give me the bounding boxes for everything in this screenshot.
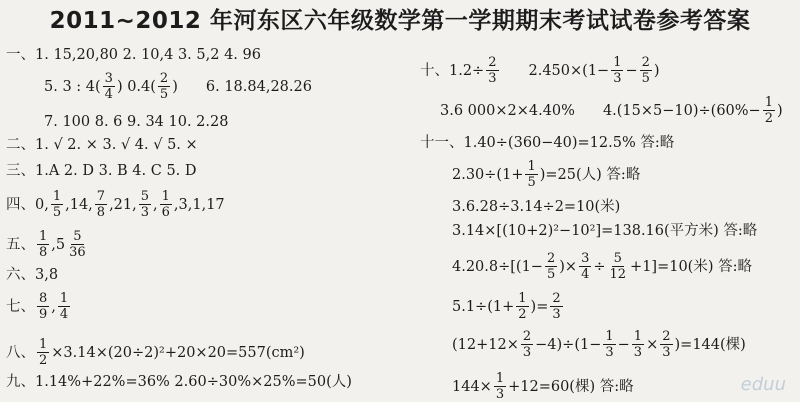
fraction-denominator: 9 (39, 307, 48, 322)
fraction (545, 252, 557, 281)
answer-text: 4.(15×5−10)÷(60%− (602, 102, 761, 119)
fraction (521, 330, 533, 359)
fraction-numerator: 1 (52, 189, 62, 204)
fraction (608, 252, 629, 281)
answer-text: ,3,1,17 (173, 196, 225, 213)
fraction-denominator: 4 (59, 307, 69, 322)
fraction-numerator: 1 (161, 189, 170, 204)
answer-text: (12+12× (452, 336, 519, 353)
answer-line-11: 九、1.14%+22%=36% 2.60÷30%×25%=50(人) (6, 374, 352, 390)
answer-text: )=144(棵) (674, 336, 746, 353)
answer-text: ,21, (109, 196, 137, 213)
fraction-numerator: 2 (522, 329, 532, 344)
fraction (550, 292, 562, 321)
fraction-numerator: 2 (641, 55, 650, 70)
fraction (763, 96, 775, 125)
answer-text: 十、1.2÷ (420, 62, 485, 79)
fraction-numerator: 1 (613, 55, 622, 70)
answer-line-2 (44, 72, 312, 101)
fraction-denominator: 2 (764, 111, 773, 126)
answer-text: +12=60(棵) 答:略 (508, 378, 634, 395)
fraction (158, 72, 170, 101)
answer-text: − (625, 62, 638, 79)
fraction-denominator: 3 (633, 345, 643, 360)
answer-text: ÷ (593, 258, 606, 275)
fraction-numerator: 1 (605, 329, 614, 344)
fraction-denominator: 3 (613, 71, 622, 86)
answer-text: 四、0, (6, 196, 49, 213)
fraction (494, 372, 506, 401)
fraction-denominator: 5 (159, 87, 169, 102)
fraction-denominator: 4 (581, 267, 590, 282)
fraction-denominator: 3 (495, 387, 505, 402)
fraction-numerator: 1 (764, 95, 773, 110)
answer-text: ) (653, 62, 660, 79)
fraction-numerator: 5 (73, 229, 82, 244)
answer-text: ×3.14×(20÷2)²+20×20=557(cm²) (51, 344, 305, 361)
fraction (486, 56, 498, 85)
answer-text: 八、 (6, 344, 35, 361)
fraction-denominator: 8 (96, 205, 106, 220)
answer-line-10 (6, 338, 305, 367)
fraction (160, 190, 172, 219)
fraction-denominator: 5 (52, 205, 62, 220)
fraction-numerator: 1 (633, 329, 643, 344)
answer-text: ,14, (65, 196, 93, 213)
fraction-numerator: 2 (662, 329, 671, 344)
answer-text: +1]=10(米) 答:略 (630, 258, 752, 275)
answer-line-r3: 十一、1.40÷(360−40)=12.5% 答:略 (420, 135, 675, 151)
fraction (37, 292, 49, 321)
answer-text: ) 0.4( (116, 78, 156, 95)
answer-line-r10 (452, 372, 634, 401)
fraction-numerator: 2 (546, 251, 556, 266)
answer-text: )= (530, 298, 549, 315)
fraction (95, 190, 107, 219)
answer-text: , (153, 196, 158, 213)
fraction (640, 56, 652, 85)
fraction-denominator: 5 (527, 175, 536, 190)
fraction (67, 230, 88, 259)
fraction (611, 56, 623, 85)
fraction-numerator: 1 (39, 229, 48, 244)
fraction-numerator: 3 (581, 251, 590, 266)
answer-line-6 (6, 190, 225, 219)
fraction-numerator: 2 (159, 71, 169, 86)
fraction (632, 330, 644, 359)
answer-text: 五、 (6, 236, 35, 253)
fraction (37, 338, 49, 367)
answer-text: 6. 18.84,28.26 (205, 78, 312, 95)
answer-text: ) (776, 102, 783, 119)
fraction-denominator: 2 (518, 307, 527, 322)
answer-text: 144× (452, 378, 492, 395)
fraction-numerator: 1 (518, 291, 527, 306)
fraction-denominator: 3 (488, 71, 497, 86)
answer-text: )=25(人) 答:略 (539, 166, 641, 183)
fraction (51, 190, 63, 219)
fraction-numerator: 5 (613, 251, 622, 266)
fraction (579, 252, 591, 281)
fraction-numerator: 1 (495, 371, 505, 386)
fraction-numerator: 8 (39, 291, 48, 306)
fraction-denominator: 5 (546, 267, 556, 282)
fraction (58, 292, 70, 321)
page-title: 2011~2012 年河东区六年级数学第一学期期末考试试卷参考答案 (49, 8, 751, 34)
fraction (525, 160, 537, 189)
fraction-denominator: 36 (69, 245, 86, 260)
fraction (103, 72, 115, 101)
fraction-denominator: 3 (522, 345, 532, 360)
answer-line-r1 (420, 56, 660, 85)
answer-text: 2.30÷(1+ (452, 166, 524, 183)
answer-line-r9 (452, 330, 746, 359)
answer-text: 3.6 000×2×4.40% (440, 102, 575, 119)
watermark-logo: eduu (740, 374, 786, 395)
fraction (139, 190, 151, 219)
fraction-denominator: 5 (641, 71, 650, 86)
fraction (603, 330, 615, 359)
answer-line-3: 7. 100 8. 6 9. 34 10. 2.28 (44, 114, 229, 130)
fraction-denominator: 3 (552, 307, 561, 322)
answer-text: 5.1÷(1+ (452, 298, 515, 315)
answer-line-r5: 3.6.28÷3.14÷2=10(米) (452, 199, 621, 215)
answer-text: )× (559, 258, 578, 275)
fraction-numerator: 1 (59, 291, 69, 306)
answer-text: ) (172, 78, 178, 95)
answer-text: , (51, 298, 56, 315)
answer-line-7 (6, 230, 90, 259)
fraction (660, 330, 672, 359)
answer-text: 七、 (6, 298, 35, 315)
answer-text: 4.20.8÷[(1− (452, 258, 543, 275)
fraction-numerator: 5 (140, 189, 150, 204)
fraction-denominator: 3 (605, 345, 614, 360)
fraction-numerator: 1 (39, 337, 48, 352)
answer-line-r6: 3.14×[(10+2)²−10²]=138.16(平方米) 答:略 (452, 223, 758, 239)
fraction-numerator: 1 (527, 159, 536, 174)
answer-line-1: 一、1. 15,20,80 2. 10,4 3. 5,2 4. 96 (6, 47, 261, 63)
answer-line-4: 二、1. √ 2. × 3. √ 4. √ 5. × (6, 137, 198, 153)
answer-line-8: 六、3,8 (6, 267, 59, 283)
answer-line-r8 (452, 292, 565, 321)
answer-text: ,5 (51, 236, 66, 253)
fraction-numerator: 2 (552, 291, 561, 306)
answer-text: 2.450×(1− (528, 62, 610, 79)
fraction-denominator: 4 (104, 87, 113, 102)
answer-text: × (646, 336, 659, 353)
fraction-denominator: 8 (39, 245, 48, 260)
fraction-denominator: 6 (161, 205, 170, 220)
fraction-numerator: 2 (488, 55, 497, 70)
fraction-denominator: 3 (140, 205, 150, 220)
answer-line-r2 (440, 96, 783, 125)
fraction-numerator: 7 (96, 189, 106, 204)
answer-text: 5. 3 : 4( (44, 78, 101, 95)
fraction-denominator: 2 (39, 353, 48, 368)
answer-text: −4)÷(1− (535, 336, 602, 353)
answer-text: − (617, 336, 630, 353)
answer-line-9 (6, 292, 72, 321)
fraction (37, 230, 49, 259)
fraction-denominator: 12 (609, 267, 627, 282)
fraction-numerator: 3 (104, 71, 113, 86)
fraction (516, 292, 528, 321)
fraction-denominator: 3 (662, 345, 671, 360)
answer-line-5: 三、1.A 2. D 3. B 4. C 5. D (6, 163, 197, 179)
answer-line-r4 (452, 160, 640, 189)
answer-line-r7 (452, 252, 752, 281)
